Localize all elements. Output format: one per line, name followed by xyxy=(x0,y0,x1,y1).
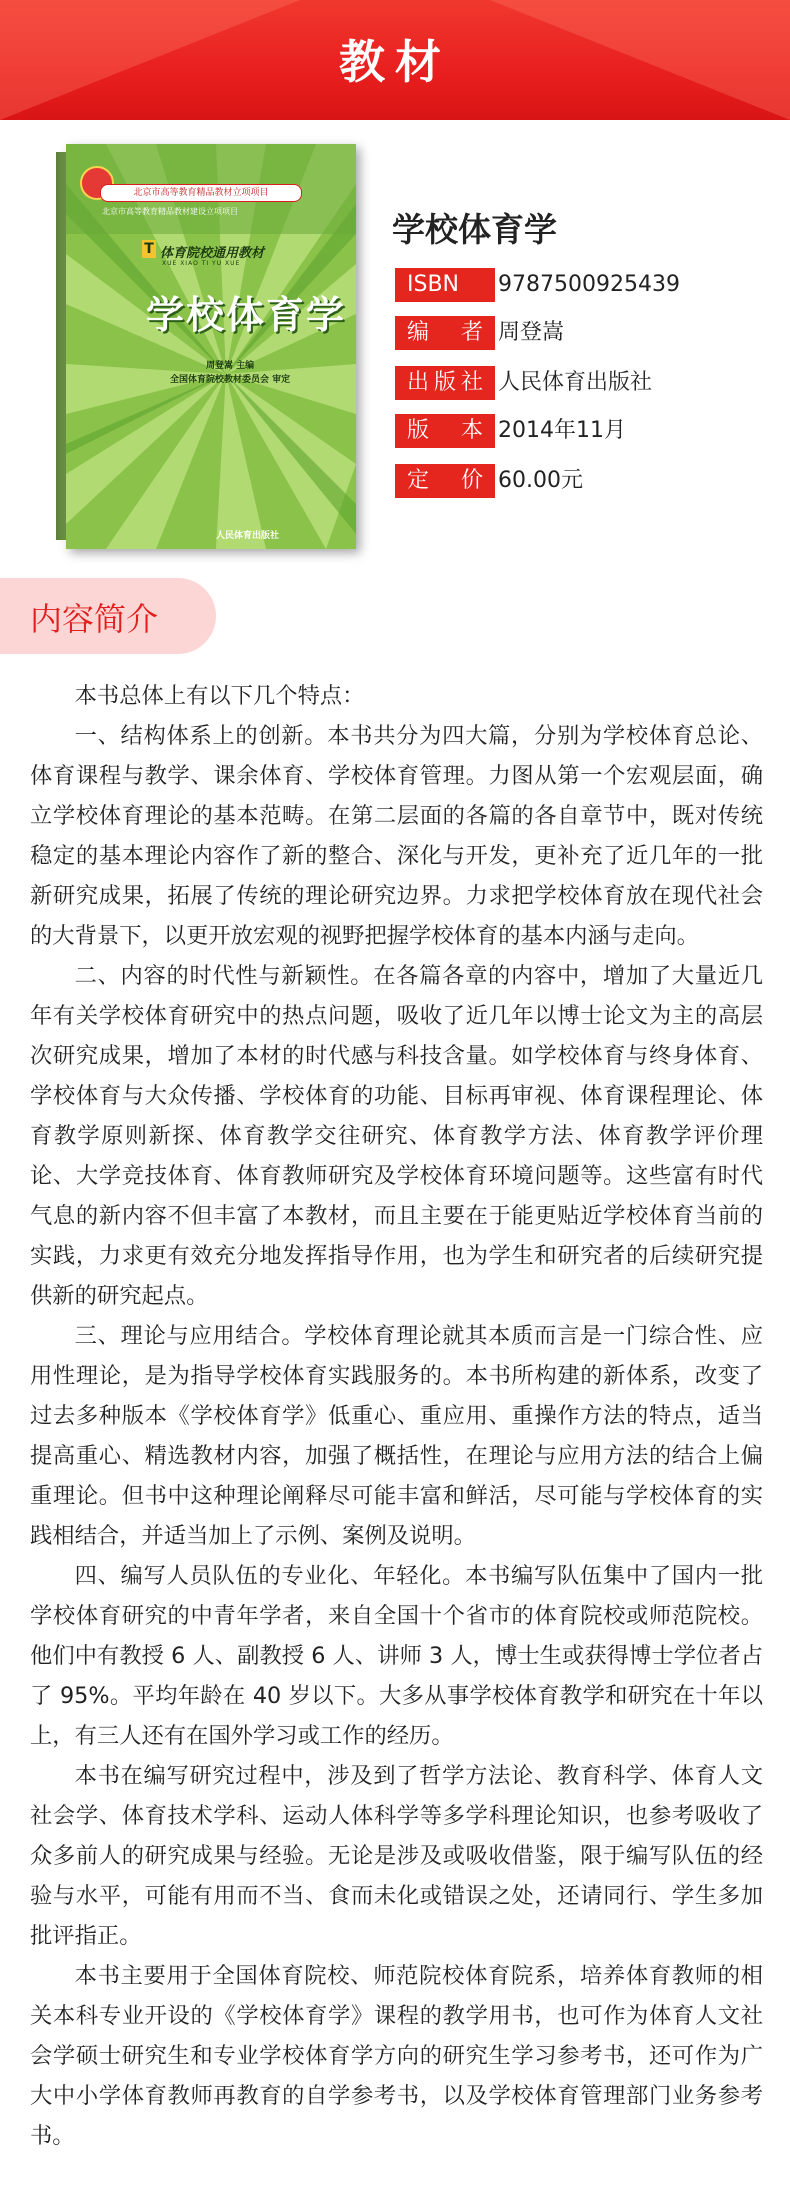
info-value: 9787500925439 xyxy=(498,272,680,297)
info-value: 2014年11月 xyxy=(498,418,626,443)
cover-series-mark: T xyxy=(142,240,156,258)
paragraph: 三、理论与应用结合。学校体育理论就其本质而言是一门综合性、应用性理论，是为指导学校体育实践服务的。本书所构建的新体系，改变了过去多种版本《学校体育学》低重心、重应用、重操作方法的特点，适当提高重心、精选教材内容，加强了概括性，在理论与应用方法的结合上偏重理论。但书中这种理论阐释尽可能丰富和鲜活，尽可能与学校体育的实践相结合，并适当加上了示例、案例及说明。 xyxy=(30,1323,763,1549)
cover-pinyin: XUE XIAO TI YU XUE xyxy=(162,260,241,267)
info-label: 版本 xyxy=(395,414,495,448)
paragraph: 本书总体上有以下几个特点： xyxy=(74,683,365,709)
section-heading xyxy=(0,578,216,654)
paragraph: 四、编写人员队伍的专业化、年轻化。本书编写队伍集中了国内一批学校体育研究的中青年学者，来自全国十个省市的体育院校或师范院校。他们中有教授 6 人、副教授 6 人、讲师 3 人，博士生或获得博士学位者占了 95%。平均年龄在 40 岁以下。大多从事学校体育教学和研究在十年以上，有三人还有在国外学习或工作的经历。 xyxy=(30,1563,763,1749)
book-title: 学校体育学 xyxy=(392,210,557,249)
paragraph: 本书主要用于全国体育院校、师范院校体育院系，培养体育教师的相关本科专业开设的《学校体育学》课程的教学用书，也可作为体育人文社会学硕士研究生和专业学校体育学方向的研究生学习参考书，还可作为广大中小学体育教师再教育的自学参考书，以及学校体育管理部门业务参考书。 xyxy=(30,1963,763,2149)
cover-subtitle: 北京市高等教育精品教材建设立项项目 xyxy=(102,207,238,216)
cover-author: 周登嵩 主编 xyxy=(206,361,255,371)
info-label: 编者 xyxy=(395,316,495,350)
info-value: 60.00元 xyxy=(498,468,583,493)
cover-badge: 北京市高等教育精品教材立项项目 xyxy=(100,184,302,202)
cover-title: 学校体育学 xyxy=(146,292,347,337)
cover-publisher: 人民体育出版社 xyxy=(216,531,280,541)
book-cover-front xyxy=(66,144,356,549)
page-title: 教材 xyxy=(339,35,451,89)
book-info-section xyxy=(0,120,790,560)
description-body xyxy=(30,676,763,2156)
paragraph: 一、结构体系上的创新。本书共分为四大篇，分别为学校体育总论、体育课程与教学、课余体育、学校体育管理。力图从第一个宏观层面，确立学校体育理论的基本范畴。在第二层面的各篇的各自章节中，既对传统稳定的基本理论内容作了新的整合、深化与开发，更补充了近几年的一批新研究成果，拓展了传统的理论研究边界。力求把学校体育放在现代社会的大背景下，以更开放宏观的视野把握学校体育的基本内涵与走向。 xyxy=(30,723,763,949)
cover-committee: 全国体育院校教材委员会 审定 xyxy=(170,375,291,385)
header-banner xyxy=(0,0,790,120)
book-cover xyxy=(56,144,356,549)
cover-series: 体育院校通用教材 xyxy=(160,246,265,261)
paragraph: 二、内容的时代性与新颖性。在各篇各章的内容中，增加了大量近几年有关学校体育研究中的热点问题，吸收了近几年以博士论文为主的高层次研究成果，增加了本材的时代感与科技含量。如学校体育与终身体育、学校体育与大众传播、学校体育的功能、目标再审视、体育课程理论、体育教学原则新探、体育教学交往研究、体育教学方法、体育教学评价理论、大学竞技体育、体育教师研究及学校体育环境问题等。这些富有时代气息的新内容不但丰富了本教材，而且主要在于能更贴近学校体育当前的实践，力求更有效充分地发挥指导作用，也为学生和研究者的后续研究提供新的研究起点。 xyxy=(30,963,763,1309)
cover-burst-pattern xyxy=(66,144,356,549)
info-label: 出版社 xyxy=(395,366,495,400)
paragraph: 本书在编写研究过程中，涉及到了哲学方法论、教育科学、体育人文社会学、体育技术学科、运动人体科学等多学科理论知识，也参考吸收了众多前人的研究成果与经验。无论是涉及或吸收借鉴，限于编写队伍的经验与水平，可能有用而不当、食而未化或错误之处，还请同行、学生多加批评指正。 xyxy=(30,1763,763,1949)
info-value: 周登嵩 xyxy=(498,320,565,345)
info-label: 定价 xyxy=(395,464,495,498)
info-value: 人民体育出版社 xyxy=(498,370,653,395)
section-heading-label: 内容简介 xyxy=(30,600,159,638)
info-label: ISBN xyxy=(395,268,495,302)
